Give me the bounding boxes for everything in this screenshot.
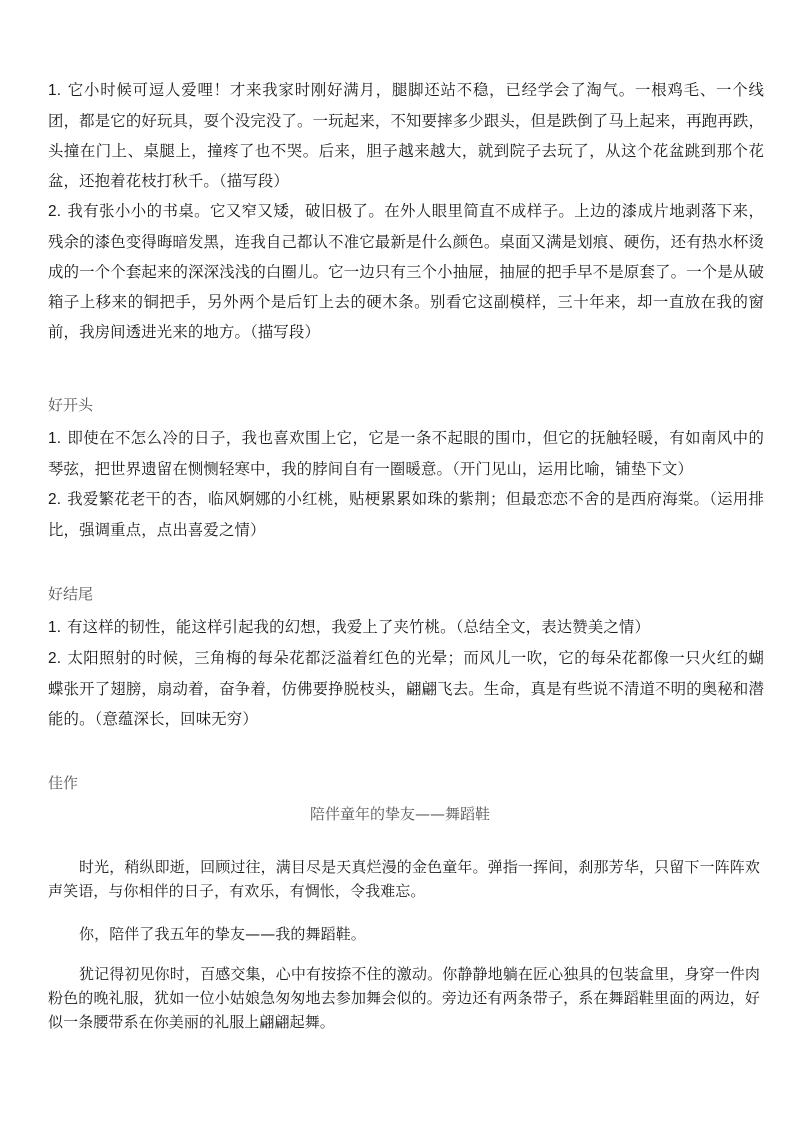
- item-number: 2.: [48, 491, 62, 508]
- item-text: 即使在不怎么冷的日子，我也喜欢围上它，它是一条不起眼的围巾，但它的抚触轻暖，有如南风中的琴弦，把世界遗留在恻恻轻寒中，我的脖间自有一圈暖意。（开门见山，运用比喻，铺垫下文）: [48, 429, 764, 478]
- essay-title: 陪伴童年的挚友——舞蹈鞋: [309, 805, 490, 823]
- item-text: 太阳照射的时候，三角梅的每朵花都泛溢着红色的光晕；而风儿一吹，它的每朵花都像一只火红的蝴蝶张开了翅膀，扇动着，奋争着，仿佛要挣脱枝头，翩翩飞去。生命，真是有些说不清道不明的奥秘和潜能的。（意蕴深长，回味无穷）: [48, 649, 764, 728]
- good-ending-item-1: [48, 612, 764, 643]
- descriptive-item-1: [48, 75, 764, 196]
- item-text: 有这样的韧性，能这样引起我的幻想，我爱上了夹竹桃。（总结全文，表达赞美之情）: [67, 618, 650, 636]
- good-ending-heading: 好结尾: [48, 585, 94, 603]
- item-number: 1.: [48, 430, 62, 447]
- essay-paragraph-1: 时光，稍纵即逝，回顾过往，满目尽是天真烂漫的金色童年。弹指一挥间，刹那芳华，只留下一阵阵欢声笑语，与你相伴的日子，有欢乐，有惆怅，令我难忘。: [48, 858, 760, 900]
- item-text: 我爱繁花老干的杏，临风婀娜的小红桃，贴梗累累如珠的紫荆；但最恋恋不舍的是西府海棠。（运用排比，强调重点，点出喜爱之情）: [48, 490, 764, 539]
- good-opening-heading: 好开头: [48, 396, 94, 414]
- good-opening-item-1: [48, 423, 764, 484]
- item-number: 2.: [48, 650, 62, 667]
- essay-paragraph-3: 犹记得初见你时，百感交集，心中有按捺不住的激动。你静静地躺在匠心独具的包装盒里，身穿一件肉粉色的晚礼服，犹如一位小姑娘急匆匆地去参加舞会似的。旁边还有两条带子，系在舞蹈鞋里面的两边，好似一条腰带系在你美丽的礼服上翩翩起舞。: [48, 965, 760, 1031]
- item-number: 1.: [48, 82, 62, 99]
- descriptive-section: [48, 75, 764, 347]
- essay-paragraph-2: 你，陪伴了我五年的挚友——我的舞蹈鞋。: [79, 925, 366, 943]
- good-opening-section: [48, 423, 764, 545]
- item-text: 它小时候可逗人爱哩！才来我家时刚好满月，腿脚还站不稳，已经学会了淘气。一根鸡毛、一个线团，都是它的好玩具，耍个没完没了。一玩起来，不知要摔多少跟头，但是跌倒了马上起来，再跑再跌，头撞在门上、桌腿上，撞疼了也不哭。后来，胆子越来越大，就到院子去玩了，从这个花盆跳到那个花盆，还抱着花枝打秋千。（描写段）: [48, 81, 764, 190]
- item-number: 1.: [48, 619, 62, 636]
- good-ending-item-2: [48, 643, 764, 734]
- item-text: 我有张小小的书桌。它又窄又矮，破旧极了。在外人眼里简直不成样子。上边的漆成片地剥落下来，残余的漆色变得晦暗发黑，连我自己都认不准它最新是什么颜色。桌面又满是划痕、硬伤，还有热水杯烫成的一个个套起来的深深浅浅的白圈儿。它一边只有三个小抽屉，抽屉的把手早不是原套了。一个是从破箱子上移来的铜把手，另外两个是后钉上去的硬木条。别看它这副模样，三十年来，却一直放在我的窗前，我房间透进光来的地方。（描写段）: [48, 202, 764, 341]
- good-opening-item-2: [48, 484, 764, 545]
- fine-essay-heading: 佳作: [48, 774, 79, 792]
- good-ending-section: [48, 612, 764, 734]
- descriptive-item-2: [48, 196, 764, 347]
- item-number: 2.: [48, 203, 62, 220]
